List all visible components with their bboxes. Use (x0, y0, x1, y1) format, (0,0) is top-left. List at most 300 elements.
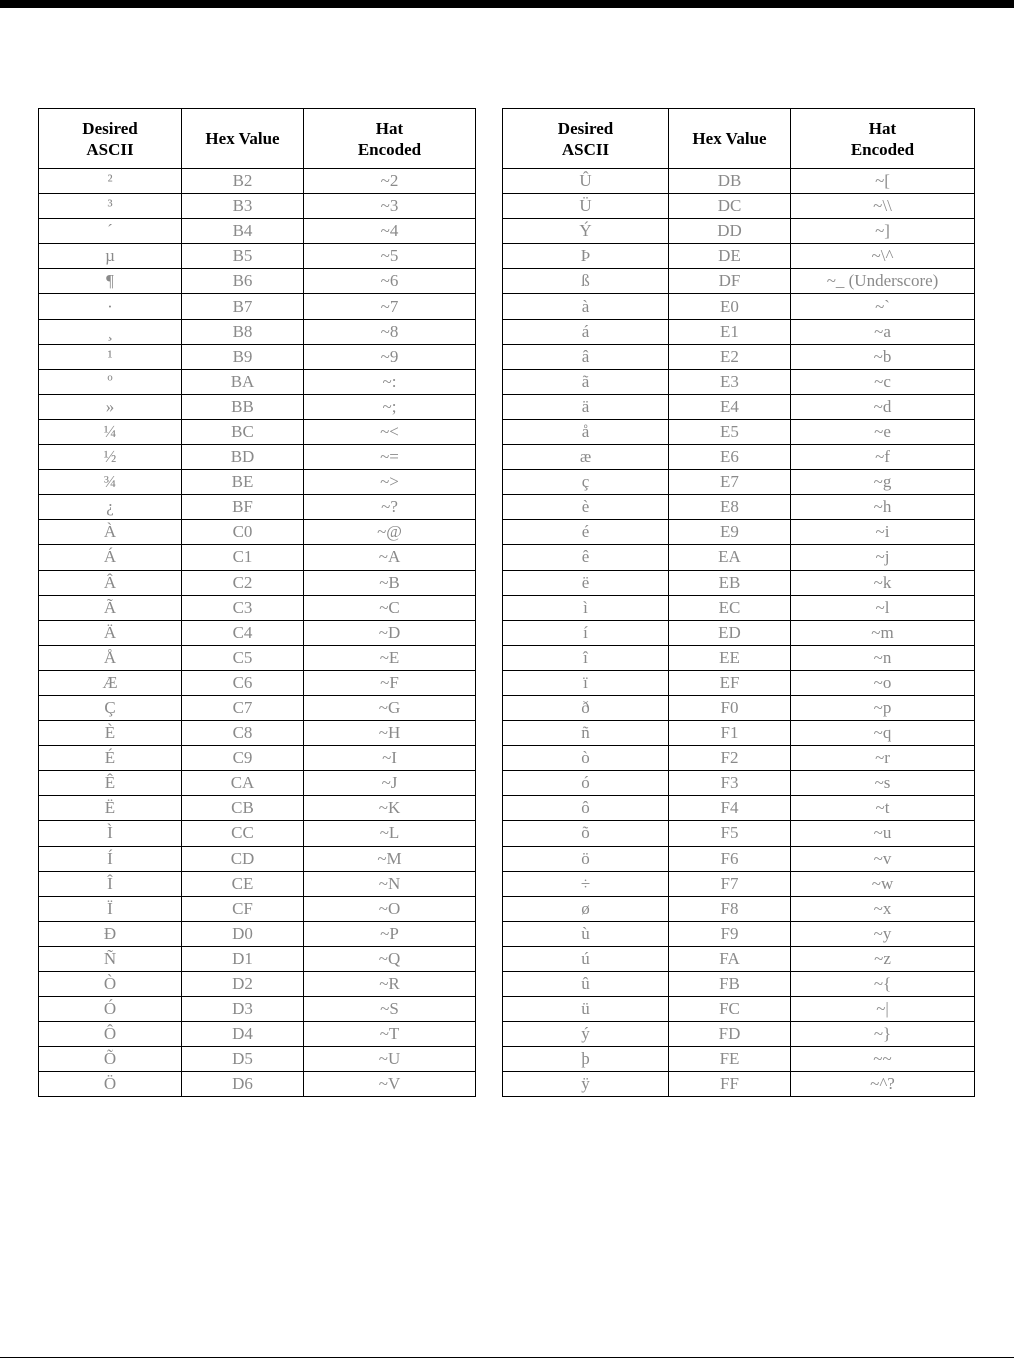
table-row (39, 896, 476, 921)
hex-value-cell: C0 (182, 520, 304, 545)
hat-encoded-cell: ~d (791, 394, 975, 419)
table-row (503, 896, 975, 921)
header-hat-encoded: Hat Encoded (791, 109, 975, 169)
hat-encoded-cell: ~= (304, 445, 476, 470)
hex-value-cell: B7 (182, 294, 304, 319)
hat-encoded-cell: ~p (791, 695, 975, 720)
desired-ascii-cell: ý (503, 1022, 669, 1047)
table-row (503, 846, 975, 871)
header-hat-encoded: Hat Encoded (304, 109, 476, 169)
table-row (39, 921, 476, 946)
table-row (39, 846, 476, 871)
hex-value-cell: DF (669, 269, 791, 294)
desired-ascii-cell: Å (39, 645, 182, 670)
table-row (503, 1047, 975, 1072)
hat-encoded-cell: ~~ (791, 1047, 975, 1072)
desired-ascii-cell: é (503, 520, 669, 545)
hat-encoded-cell: ~| (791, 997, 975, 1022)
hex-value-cell: E2 (669, 344, 791, 369)
table-row (39, 369, 476, 394)
table-row (503, 821, 975, 846)
hex-value-cell: CF (182, 896, 304, 921)
hat-encoded-cell: ~O (304, 896, 476, 921)
desired-ascii-cell: ò (503, 746, 669, 771)
hex-value-cell: CB (182, 796, 304, 821)
desired-ascii-cell: ú (503, 946, 669, 971)
desired-ascii-cell: Ñ (39, 946, 182, 971)
hat-encoded-cell: ~J (304, 771, 476, 796)
hex-value-cell: CE (182, 871, 304, 896)
table-row (503, 470, 975, 495)
hat-encoded-cell: ~^? (791, 1072, 975, 1097)
desired-ascii-cell: Î (39, 871, 182, 896)
table-row (503, 620, 975, 645)
header-desired-ascii: Desired ASCII (503, 109, 669, 169)
hat-encoded-cell: ~\^ (791, 244, 975, 269)
table-row (39, 746, 476, 771)
desired-ascii-cell: í (503, 620, 669, 645)
desired-ascii-cell: ¹ (39, 344, 182, 369)
table-row (503, 194, 975, 219)
desired-ascii-cell: á (503, 319, 669, 344)
table-row (39, 997, 476, 1022)
table-row (39, 495, 476, 520)
table-row (39, 670, 476, 695)
hex-value-cell: BC (182, 419, 304, 444)
hex-value-cell: E3 (669, 369, 791, 394)
hat-encoded-cell: ~E (304, 645, 476, 670)
desired-ascii-cell: æ (503, 445, 669, 470)
hat-encoded-cell: ~5 (304, 244, 476, 269)
hat-encoded-cell: ~b (791, 344, 975, 369)
hat-encoded-cell: ~? (304, 495, 476, 520)
desired-ascii-cell: ¶ (39, 269, 182, 294)
hat-encoded-cell: ~; (304, 394, 476, 419)
hex-value-cell: EE (669, 645, 791, 670)
hex-value-cell: F9 (669, 921, 791, 946)
hat-encoded-cell: ~e (791, 419, 975, 444)
hex-value-cell: FD (669, 1022, 791, 1047)
table-row (39, 695, 476, 720)
hex-value-cell: D1 (182, 946, 304, 971)
desired-ascii-cell: È (39, 721, 182, 746)
table-row (39, 570, 476, 595)
hat-encoded-cell: ~c (791, 369, 975, 394)
table-row (39, 1047, 476, 1072)
hex-value-cell: CC (182, 821, 304, 846)
table-row (39, 394, 476, 419)
hat-encoded-cell: ~n (791, 645, 975, 670)
hat-encoded-cell: ~R (304, 972, 476, 997)
hex-value-cell: FA (669, 946, 791, 971)
hat-encoded-cell: ~M (304, 846, 476, 871)
hex-value-cell: FF (669, 1072, 791, 1097)
table-row (39, 545, 476, 570)
hex-value-cell: C1 (182, 545, 304, 570)
hat-encoded-cell: ~@ (304, 520, 476, 545)
hat-encoded-cell: ~f (791, 445, 975, 470)
table-row (503, 921, 975, 946)
hat-encoded-cell: ~` (791, 294, 975, 319)
desired-ascii-cell: Ò (39, 972, 182, 997)
desired-ascii-cell: Ð (39, 921, 182, 946)
hex-value-cell: E5 (669, 419, 791, 444)
hex-value-cell: F3 (669, 771, 791, 796)
hat-encoded-cell: ~} (791, 1022, 975, 1047)
hex-value-cell: F6 (669, 846, 791, 871)
hat-encoded-cell: ~6 (304, 269, 476, 294)
desired-ascii-cell: ½ (39, 445, 182, 470)
table-row (503, 771, 975, 796)
desired-ascii-cell: ã (503, 369, 669, 394)
hex-value-cell: E6 (669, 445, 791, 470)
hat-encoding-table-left (38, 108, 476, 1097)
table-row (39, 419, 476, 444)
desired-ascii-cell: ² (39, 169, 182, 194)
desired-ascii-cell: ß (503, 269, 669, 294)
desired-ascii-cell: ì (503, 595, 669, 620)
desired-ascii-cell: þ (503, 1047, 669, 1072)
hex-value-cell: FE (669, 1047, 791, 1072)
hat-encoded-cell: ~[ (791, 169, 975, 194)
hex-value-cell: D6 (182, 1072, 304, 1097)
hat-encoded-cell: ~v (791, 846, 975, 871)
hat-encoded-cell: ~m (791, 620, 975, 645)
hat-encoded-cell: ~H (304, 721, 476, 746)
desired-ascii-cell: À (39, 520, 182, 545)
hex-value-cell: E4 (669, 394, 791, 419)
desired-ascii-cell: Û (503, 169, 669, 194)
hat-encoded-cell: ~9 (304, 344, 476, 369)
table-row (39, 344, 476, 369)
hex-value-cell: F7 (669, 871, 791, 896)
desired-ascii-cell: ç (503, 470, 669, 495)
table-row (39, 194, 476, 219)
hat-encoded-cell: ~g (791, 470, 975, 495)
table-row (503, 972, 975, 997)
table-row (503, 1072, 975, 1097)
hat-encoded-cell: ~3 (304, 194, 476, 219)
desired-ascii-cell: ü (503, 997, 669, 1022)
hat-encoded-cell: ~s (791, 771, 975, 796)
hex-value-cell: E7 (669, 470, 791, 495)
table-row (503, 746, 975, 771)
table-row (503, 570, 975, 595)
table-row (503, 946, 975, 971)
hex-value-cell: CD (182, 846, 304, 871)
table-row (503, 721, 975, 746)
desired-ascii-cell: Ö (39, 1072, 182, 1097)
desired-ascii-cell: ÷ (503, 871, 669, 896)
hex-value-cell: F1 (669, 721, 791, 746)
hex-value-cell: B3 (182, 194, 304, 219)
table-header-row (503, 109, 975, 169)
hex-value-cell: D0 (182, 921, 304, 946)
hat-encoded-cell: ~r (791, 746, 975, 771)
hat-encoded-cell: ~V (304, 1072, 476, 1097)
desired-ascii-cell: · (39, 294, 182, 319)
table-row (503, 394, 975, 419)
desired-ascii-cell: ë (503, 570, 669, 595)
desired-ascii-cell: ð (503, 695, 669, 720)
hat-encoded-cell: ~2 (304, 169, 476, 194)
desired-ascii-cell: ó (503, 771, 669, 796)
hat-encoding-table-right (502, 108, 975, 1097)
desired-ascii-cell: Á (39, 545, 182, 570)
hex-value-cell: DD (669, 219, 791, 244)
desired-ascii-cell: Ê (39, 771, 182, 796)
hat-encoded-cell: ~Q (304, 946, 476, 971)
hex-value-cell: D5 (182, 1047, 304, 1072)
page-footer-rule (0, 1357, 1014, 1358)
table-row (39, 294, 476, 319)
desired-ascii-cell: Ã (39, 595, 182, 620)
table-row (39, 821, 476, 846)
hat-encoded-cell: ~k (791, 570, 975, 595)
desired-ascii-cell: Ç (39, 695, 182, 720)
hat-encoded-cell: ~u (791, 821, 975, 846)
desired-ascii-cell: ù (503, 921, 669, 946)
desired-ascii-cell: à (503, 294, 669, 319)
desired-ascii-cell: Ë (39, 796, 182, 821)
hex-value-cell: E0 (669, 294, 791, 319)
hat-encoded-cell: ~8 (304, 319, 476, 344)
hat-encoded-cell: ~< (304, 419, 476, 444)
hex-value-cell: BD (182, 445, 304, 470)
table-row (503, 695, 975, 720)
hex-value-cell: F4 (669, 796, 791, 821)
desired-ascii-cell: ñ (503, 721, 669, 746)
hat-encoded-cell: ~] (791, 219, 975, 244)
table-row (503, 219, 975, 244)
desired-ascii-cell: ³ (39, 194, 182, 219)
table-row (39, 169, 476, 194)
page-header-bar (0, 0, 1014, 8)
hex-value-cell: C8 (182, 721, 304, 746)
hat-encoded-cell: ~q (791, 721, 975, 746)
table-row (39, 645, 476, 670)
hat-encoded-cell: ~i (791, 520, 975, 545)
table-row (503, 344, 975, 369)
hex-value-cell: DE (669, 244, 791, 269)
hat-encoded-cell: ~{ (791, 972, 975, 997)
table-row (39, 721, 476, 746)
table-row (39, 520, 476, 545)
hat-encoded-cell: ~a (791, 319, 975, 344)
hat-encoded-cell: ~I (304, 746, 476, 771)
hat-encoded-cell: ~> (304, 470, 476, 495)
hex-value-cell: BA (182, 369, 304, 394)
hat-encoded-cell: ~j (791, 545, 975, 570)
desired-ascii-cell: » (39, 394, 182, 419)
desired-ascii-cell: Õ (39, 1047, 182, 1072)
desired-ascii-cell: ê (503, 545, 669, 570)
hex-value-cell: D2 (182, 972, 304, 997)
hat-encoded-cell: ~L (304, 821, 476, 846)
table-row (39, 871, 476, 896)
table-row (39, 972, 476, 997)
hex-value-cell: D4 (182, 1022, 304, 1047)
hex-value-cell: EA (669, 545, 791, 570)
hex-value-cell: E9 (669, 520, 791, 545)
hat-encoded-cell: ~_ (Underscore) (791, 269, 975, 294)
table-row (39, 319, 476, 344)
table-row (39, 771, 476, 796)
table-row (39, 1022, 476, 1047)
desired-ascii-cell: Â (39, 570, 182, 595)
desired-ascii-cell: ¾ (39, 470, 182, 495)
table-body-right (503, 169, 975, 1097)
table-row (503, 419, 975, 444)
table-row (39, 796, 476, 821)
desired-ascii-cell: Ý (503, 219, 669, 244)
desired-ascii-cell: Þ (503, 244, 669, 269)
table-row (39, 946, 476, 971)
hat-encoded-cell: ~F (304, 670, 476, 695)
hex-value-cell: FB (669, 972, 791, 997)
header-desired-ascii: Desired ASCII (39, 109, 182, 169)
desired-ascii-cell: Ì (39, 821, 182, 846)
table-row (39, 1072, 476, 1097)
hex-value-cell: F0 (669, 695, 791, 720)
hat-encoded-cell: ~: (304, 369, 476, 394)
header-hex-value: Hex Value (669, 109, 791, 169)
desired-ascii-cell: ä (503, 394, 669, 419)
table-row (503, 545, 975, 570)
hat-encoded-cell: ~w (791, 871, 975, 896)
desired-ascii-cell: ø (503, 896, 669, 921)
hat-encoded-cell: ~B (304, 570, 476, 595)
table-row (503, 1022, 975, 1047)
table-row (503, 294, 975, 319)
hex-value-cell: B4 (182, 219, 304, 244)
hex-value-cell: F5 (669, 821, 791, 846)
desired-ascii-cell: ´ (39, 219, 182, 244)
desired-ascii-cell: Ó (39, 997, 182, 1022)
hex-value-cell: BF (182, 495, 304, 520)
hex-value-cell: EF (669, 670, 791, 695)
desired-ascii-cell: Ü (503, 194, 669, 219)
desired-ascii-cell: º (39, 369, 182, 394)
desired-ascii-cell: â (503, 344, 669, 369)
table-row (39, 244, 476, 269)
table-row (503, 595, 975, 620)
table-row (503, 445, 975, 470)
hex-value-cell: B6 (182, 269, 304, 294)
hex-value-cell: E1 (669, 319, 791, 344)
table-row (39, 269, 476, 294)
hex-value-cell: CA (182, 771, 304, 796)
table-row (503, 169, 975, 194)
desired-ascii-cell: Ä (39, 620, 182, 645)
hex-value-cell: C5 (182, 645, 304, 670)
desired-ascii-cell: ô (503, 796, 669, 821)
hex-value-cell: DC (669, 194, 791, 219)
hat-encoded-cell: ~A (304, 545, 476, 570)
hat-encoded-cell: ~z (791, 946, 975, 971)
table-row (39, 445, 476, 470)
hex-value-cell: D3 (182, 997, 304, 1022)
hex-value-cell: C2 (182, 570, 304, 595)
hat-encoded-cell: ~7 (304, 294, 476, 319)
hat-encoded-cell: ~y (791, 921, 975, 946)
hex-value-cell: BB (182, 394, 304, 419)
desired-ascii-cell: µ (39, 244, 182, 269)
table-row (503, 670, 975, 695)
desired-ascii-cell: Ô (39, 1022, 182, 1047)
hex-value-cell: ED (669, 620, 791, 645)
table-row (503, 997, 975, 1022)
desired-ascii-cell: ¿ (39, 495, 182, 520)
table-row (39, 470, 476, 495)
desired-ascii-cell: õ (503, 821, 669, 846)
table-row (39, 219, 476, 244)
hat-encoded-cell: ~K (304, 796, 476, 821)
table-row (503, 495, 975, 520)
hex-value-cell: C4 (182, 620, 304, 645)
hex-value-cell: E8 (669, 495, 791, 520)
desired-ascii-cell: ï (503, 670, 669, 695)
hat-encoded-cell: ~C (304, 595, 476, 620)
hat-encoded-cell: ~P (304, 921, 476, 946)
hex-value-cell: DB (669, 169, 791, 194)
desired-ascii-cell: Æ (39, 670, 182, 695)
desired-ascii-cell: Ï (39, 896, 182, 921)
desired-ascii-cell: ö (503, 846, 669, 871)
hat-encoded-cell: ~l (791, 595, 975, 620)
hex-value-cell: FC (669, 997, 791, 1022)
table-row (503, 645, 975, 670)
table-row (503, 796, 975, 821)
hex-value-cell: B5 (182, 244, 304, 269)
table-row (503, 369, 975, 394)
hex-value-cell: C7 (182, 695, 304, 720)
table-row (503, 520, 975, 545)
hat-encoded-cell: ~D (304, 620, 476, 645)
desired-ascii-cell: û (503, 972, 669, 997)
hex-value-cell: B9 (182, 344, 304, 369)
hex-value-cell: F2 (669, 746, 791, 771)
desired-ascii-cell: É (39, 746, 182, 771)
hex-value-cell: EB (669, 570, 791, 595)
hat-encoded-cell: ~t (791, 796, 975, 821)
header-hex-value: Hex Value (182, 109, 304, 169)
desired-ascii-cell: ¼ (39, 419, 182, 444)
table-row (39, 595, 476, 620)
hat-encoded-cell: ~T (304, 1022, 476, 1047)
hat-encoded-cell: ~o (791, 670, 975, 695)
desired-ascii-cell: å (503, 419, 669, 444)
table-row (503, 269, 975, 294)
hex-value-cell: C6 (182, 670, 304, 695)
hex-value-cell: BE (182, 470, 304, 495)
desired-ascii-cell: ¸ (39, 319, 182, 344)
desired-ascii-cell: Í (39, 846, 182, 871)
hex-value-cell: EC (669, 595, 791, 620)
table-body-left (39, 169, 476, 1097)
hex-value-cell: B2 (182, 169, 304, 194)
hex-value-cell: B8 (182, 319, 304, 344)
hat-encoded-cell: ~N (304, 871, 476, 896)
table-header-row (39, 109, 476, 169)
desired-ascii-cell: è (503, 495, 669, 520)
table-row (503, 871, 975, 896)
hat-encoded-cell: ~4 (304, 219, 476, 244)
table-row (503, 319, 975, 344)
hex-value-cell: C3 (182, 595, 304, 620)
hat-encoded-cell: ~U (304, 1047, 476, 1072)
hex-value-cell: C9 (182, 746, 304, 771)
